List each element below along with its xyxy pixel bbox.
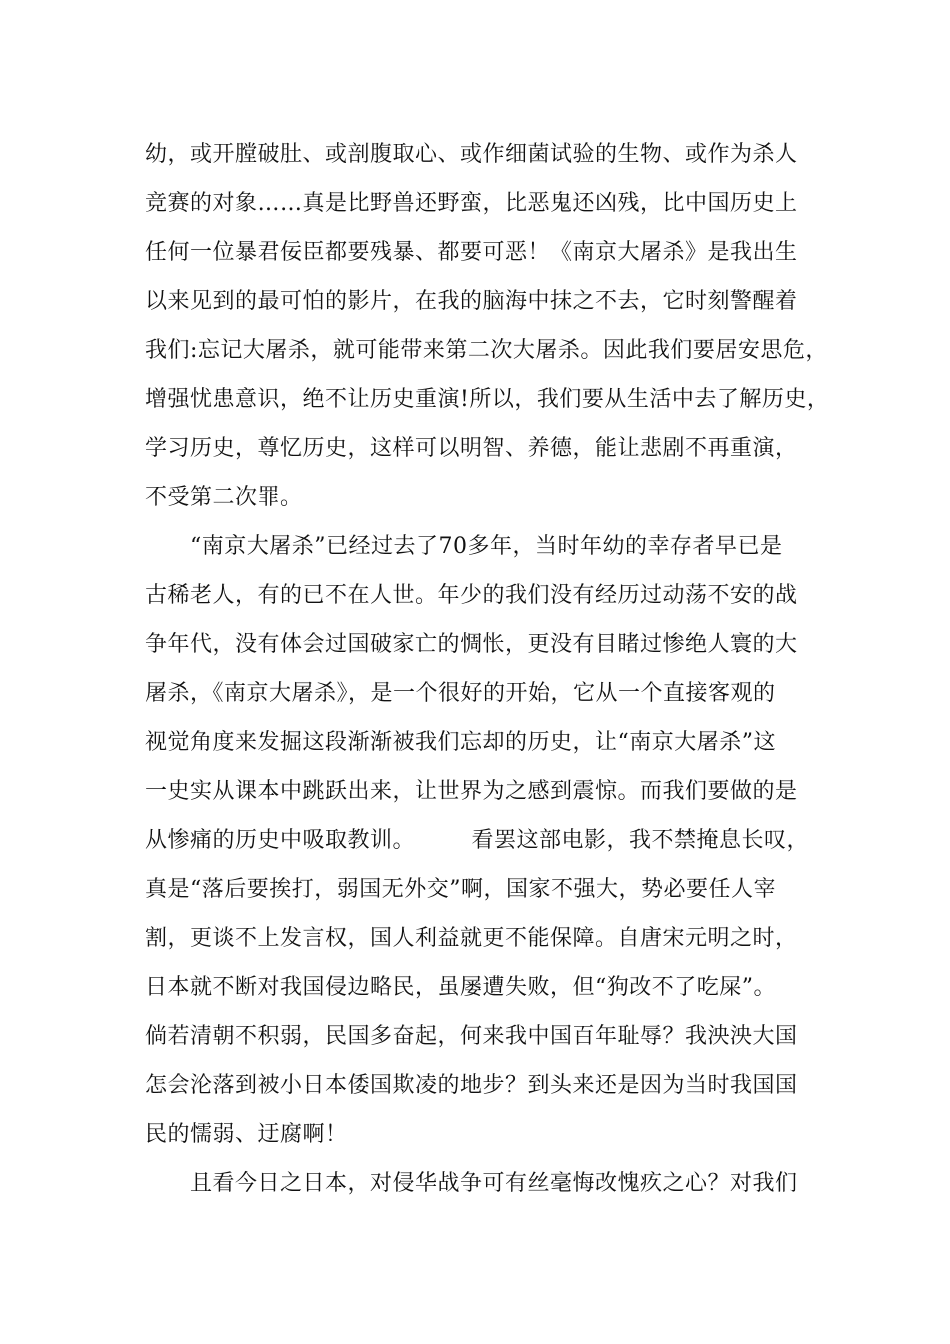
text-line: 争年代，没有体会过国破家亡的惆怅，更没有目睹过惨绝人寰的大 — [145, 632, 798, 657]
text-line: 增强忧患意识，绝不让历史重演!所以，我们要从生活中去了解历史， — [145, 387, 830, 412]
text-line: 我们:忘记大屠杀，就可能带来第二次大屠杀。因此我们要居安思危， — [145, 338, 828, 363]
text-line: 一史实从课本中跳跃出来，让世界为之感到震惊。而我们要做的是 — [145, 779, 798, 804]
text-line: 屠杀，《南京大屠杀》，是一个很好的开始，它从一个直接客观的 — [145, 681, 776, 706]
text-line: 幼，或开膛破肚、或剖腹取心、或作细菌试验的生物、或作为杀人 — [145, 142, 798, 167]
text-line: 割，更谈不上发言权，国人利益就更不能保障。自唐宋元明之时， — [145, 926, 798, 951]
text-line: 真是“落后要挨打，弱国无外交”啊，国家不强大，势必要任人宰 — [145, 877, 776, 902]
text-line: 以来见到的最可怕的影片，在我的脑海中抹之不去，它时刻警醒着 — [145, 289, 798, 314]
text-line: 不受第二次罪。 — [145, 485, 303, 510]
text-line: 日本就不断对我国侵边略民，虽屡遭失败，但“狗改不了吃屎”。 — [145, 975, 776, 1000]
text-line: 学习历史，尊忆历史，这样可以明智、养德，能让悲剧不再重演， — [145, 436, 798, 461]
text-line: 竞赛的对象……真是比野兽还野蛮，比恶鬼还凶残，比中国历史上 — [145, 191, 798, 216]
text-line: 任何一位暴君佞臣都要残暴、都要可恶！《南京大屠杀》是我出生 — [145, 240, 798, 265]
text-line: 古稀老人，有的已不在人世。年少的我们没有经历过动荡不安的战 — [145, 583, 798, 608]
text-line: 且看今日之日本，对侵华战争可有丝毫悔改愧疚之心？对我们 — [145, 1171, 798, 1196]
text-line: 从惨痛的历史中吸取教训。 看罢这部电影，我不禁掩息长叹， — [145, 828, 810, 853]
body-text — [145, 130, 830, 1208]
text-line: 倘若清朝不积弱，民国多奋起，何来我中国百年耻辱？我泱泱大国 — [145, 1024, 798, 1049]
text-line: 怎会沦落到被小日本倭国欺凌的地步？到头来还是因为当时我国国 — [145, 1073, 798, 1098]
text-line: 民的懦弱、迂腐啊！ — [145, 1122, 348, 1147]
text-line: “南京大屠杀”已经过去了70多年，当时年幼的幸存者早已是 — [145, 534, 783, 559]
text-line: 视觉角度来发掘这段渐渐被我们忘却的历史，让“南京大屠杀”这 — [145, 730, 776, 755]
